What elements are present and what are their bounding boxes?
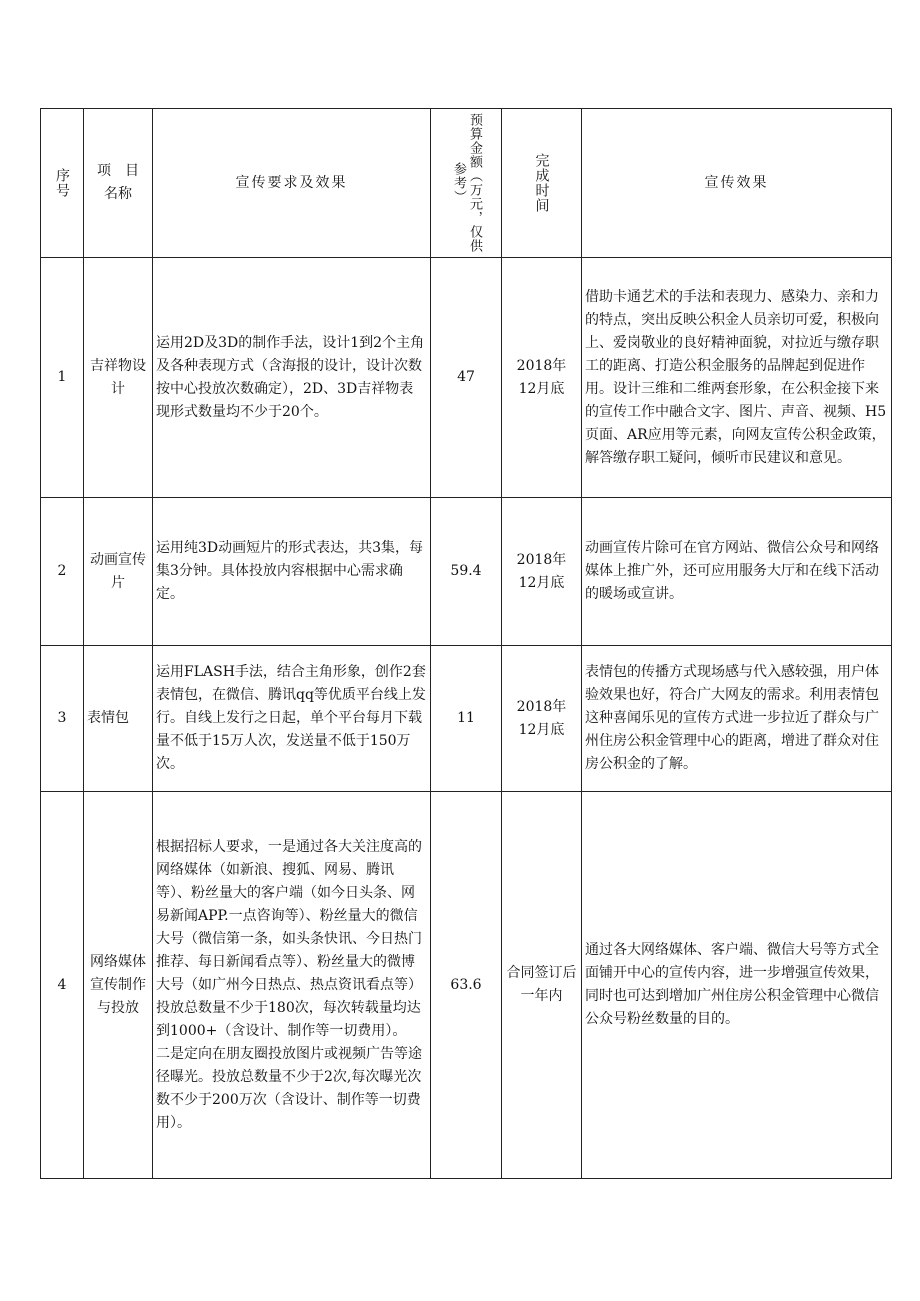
row-deadline-line1: 2018年 — [516, 357, 567, 374]
row-effect: 通过各大网络媒体、客户端、微信大号等方式全面铺开中心的宣传内容，进一步增强宣传效果，同时也可达到增加广州住房公积金管理中心微信公众号粉丝数量的目的。 — [582, 792, 892, 1179]
row-deadline — [502, 258, 582, 498]
row-amount: 47 — [431, 258, 502, 498]
row-deadline-line2: 12月底 — [518, 380, 565, 397]
table-row — [41, 646, 892, 792]
row-effect: 借助卡通艺术的手法和表现力、感染力、亲和力的特点，突出反映公积金人员亲切可爱，积极向上、爱岗敬业的良好精神面貌，对拉近与缴存职工的距离、打造公积金服务的品牌起到促进作用。设计三维和二维两套形象，在公积金接下来的宣传工作中融合文字、图片、声音、视频、H5页面、AR应用等元素，向网友宣传公积金政策，解答缴存职工疑问，倾听市民建议和意见。 — [582, 258, 892, 498]
row-requirements: 运用2D及3D的制作手法，设计1到2个主角及各种表现方式（含海报的设计，设计次数按中心投放次数确定），2D、3D吉祥物表现形式数量均不少于20个。 — [153, 258, 431, 498]
table-row — [41, 792, 892, 1179]
row-seq: 4 — [41, 792, 84, 1179]
row-seq: 1 — [41, 258, 84, 498]
row-deadline — [502, 498, 582, 646]
row-deadline-line2: 一年内 — [520, 988, 563, 1004]
row-requirements: 根据招标人要求，一是通过各大关注度高的网络媒体（如新浪、搜狐、网易、腾讯等）、粉丝量大的客户端（如今日头条、网易新闻APP.一点咨询等）、粉丝量大的微信大号（微信第一条，如头条快讯、今日热门推荐、每日新闻看点等）、粉丝量大的微博大号（如广州今日热点、热点资讯看点等）投放总数量不少于180次，每次转载量均达到1000+（含设计、制作等一切费用）。 二是定向在朋友圈投放图片或视频广告等途径曝光。投放总数量不少于2次,每次曝光次数不少于200万次（含设计、制作等一切费用）。 — [153, 792, 431, 1179]
row-deadline-line1: 合同签订后 — [506, 965, 577, 981]
project-table — [40, 108, 892, 1179]
row-requirements: 运用纯3D动画短片的形式表达，共3集，每集3分钟。具体投放内容根据中心需求确定。 — [153, 498, 431, 646]
table-row — [41, 258, 892, 498]
header-effect: 宣传效果 — [582, 109, 892, 258]
row-name: 吉祥物设计 — [84, 258, 153, 498]
row-amount: 63.6 — [431, 792, 502, 1179]
header-requirements: 宣传要求及效果 — [153, 109, 431, 258]
row-name: 网络媒体宣传制作与投放 — [84, 792, 153, 1179]
row-deadline-line2: 12月底 — [518, 721, 565, 738]
row-seq: 2 — [41, 498, 84, 646]
row-requirements: 运用FLASH手法，结合主角形象，创作2套表情包，在微信、腾讯qq等优质平台线上发行。自线上发行之日起，单个平台每月下载量不低于15万人次，发送量不低于150万次。 — [153, 646, 431, 792]
row-deadline-line2: 12月底 — [518, 574, 565, 591]
header-amount: 预算金额（万元，仅供参考） — [431, 109, 502, 258]
header-name-line2: 名称 — [104, 186, 132, 202]
header-name — [84, 109, 153, 258]
row-name: 表情包 — [84, 646, 153, 792]
header-deadline: 完成时间 — [502, 109, 582, 258]
row-deadline — [502, 646, 582, 792]
row-deadline-line1: 2018年 — [516, 698, 567, 715]
header-row — [41, 109, 892, 258]
header-seq: 序号 — [41, 109, 84, 258]
row-amount: 11 — [431, 646, 502, 792]
row-effect: 表情包的传播方式现场感与代入感较强，用户体验效果也好，符合广大网友的需求。利用表情包这种喜闻乐见的宣传方式进一步拉近了群众与广州住房公积金管理中心的距离，增进了群众对住房公积金的了解。 — [582, 646, 892, 792]
row-name: 动画宣传片 — [84, 498, 153, 646]
row-amount: 59.4 — [431, 498, 502, 646]
row-deadline-line1: 2018年 — [516, 551, 567, 568]
row-effect: 动画宣传片除可在官方网站、微信公众号和网络媒体上推广外，还可应用服务大厅和在线下活动的暖场或宣讲。 — [582, 498, 892, 646]
row-seq: 3 — [41, 646, 84, 792]
row-deadline — [502, 792, 582, 1179]
table-row — [41, 498, 892, 646]
header-name-line1: 项 目 — [97, 163, 139, 179]
